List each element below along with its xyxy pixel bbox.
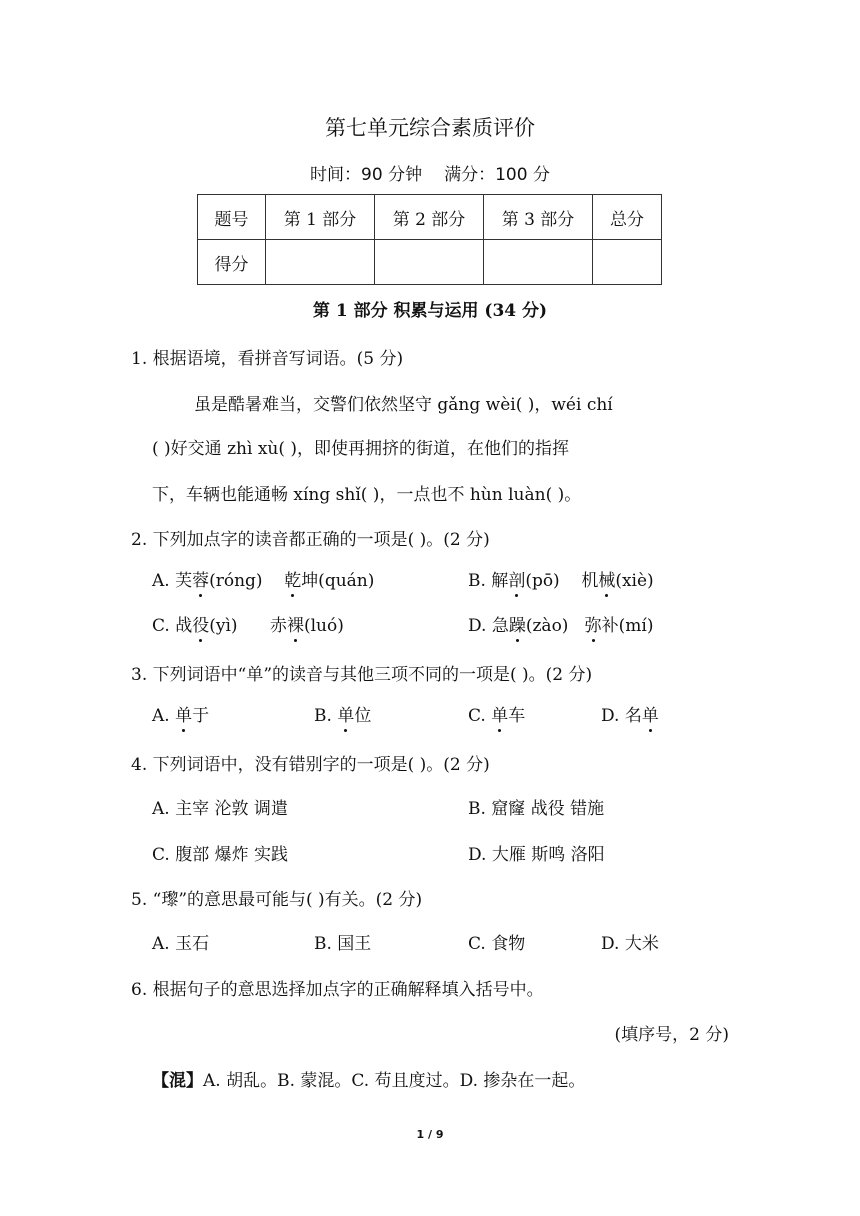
question-4-stem: 4. 下列词语中，没有错别字的一项是( )。(2 分): [131, 755, 490, 775]
score-cell[interactable]: [593, 240, 662, 285]
page-title: 第七单元综合素质评价: [325, 116, 535, 140]
score-table-header-row: [198, 195, 662, 240]
header-cell: 第 1 部分: [266, 195, 375, 240]
score-table-score-row: [198, 240, 662, 285]
question-4-option-a: A. 主宰 沦敦 调遣: [152, 799, 288, 819]
section-heading: 第 1 部分 积累与运用 (34 分): [312, 301, 548, 321]
definition-head: 【混】: [152, 1071, 203, 1091]
row-label: 得分: [198, 240, 266, 285]
page-number: 1 / 9: [416, 1128, 444, 1141]
question-4-option-b: B. 窟窿 战役 错施: [468, 799, 605, 819]
header-cell: 第 2 部分: [375, 195, 484, 240]
question-6-stem: 6. 根据句子的意思选择加点字的正确解释填入括号中。: [131, 980, 544, 1000]
question-5-option-a: A. 玉石: [152, 934, 210, 954]
question-1-line: ( )好交通 zhì xù( )，即使再拥挤的街道，在他们的指挥: [152, 439, 570, 459]
question-2-stem: 2. 下列加点字的读音都正确的一项是( )。(2 分): [131, 530, 490, 550]
question-3-option-a: A. 单于: [152, 706, 210, 726]
question-2-option-c: C. 战役(yì) 赤裸(luó): [152, 616, 344, 636]
score-table: [197, 194, 662, 285]
question-5-option-d: D. 大米: [601, 934, 659, 954]
question-3-stem: 3. 下列词语中“单”的读音与其他三项不同的一项是( )。(2 分): [131, 665, 593, 685]
full-score: 满分：100 分: [444, 165, 550, 185]
question-2-option-a: A. 芙蓉(róng) 乾坤(quán): [152, 571, 375, 591]
question-5-option-c: C. 食物: [468, 934, 526, 954]
definition-body: A. 胡乱。B. 蒙混。C. 苟且度过。D. 掺杂在一起。: [203, 1071, 586, 1091]
question-1-line: 虽是酷暑难当，交警们依然坚守 gǎng wèi( )，wéi chí: [194, 395, 613, 415]
question-1-line: 下，车辆也能通畅 xíng shǐ( )，一点也不 hùn luàn( )。: [152, 485, 582, 505]
question-3-option-c: C. 单车: [468, 706, 526, 726]
question-6-note: (填序号，2 分): [614, 1025, 729, 1045]
question-5-stem: 5. “瓈”的意思最可能与( )有关。(2 分): [131, 890, 423, 910]
score-cell[interactable]: [266, 240, 375, 285]
question-2-option-d: D. 急躁(zào) 弥补(mí): [468, 616, 654, 636]
question-5-option-b: B. 国王: [314, 934, 372, 954]
question-3-option-d: D. 名单: [601, 706, 659, 726]
question-4-option-c: C. 腹部 爆炸 实践: [152, 845, 289, 865]
score-cell[interactable]: [484, 240, 593, 285]
header-cell: 题号: [198, 195, 266, 240]
question-6-definition: [152, 1066, 585, 1091]
time-limit: 时间：90 分钟: [310, 165, 423, 185]
score-cell[interactable]: [375, 240, 484, 285]
question-3-option-b: B. 单位: [314, 706, 372, 726]
question-4-option-d: D. 大雁 斯鸣 洛阳: [468, 845, 605, 865]
question-1-stem: 1. 根据语境，看拼音写词语。(5 分): [131, 349, 404, 369]
exam-info: [0, 160, 860, 185]
question-2-option-b: B. 解剖(pō) 机械(xiè): [468, 571, 654, 591]
header-cell: 第 3 部分: [484, 195, 593, 240]
header-cell: 总分: [593, 195, 662, 240]
